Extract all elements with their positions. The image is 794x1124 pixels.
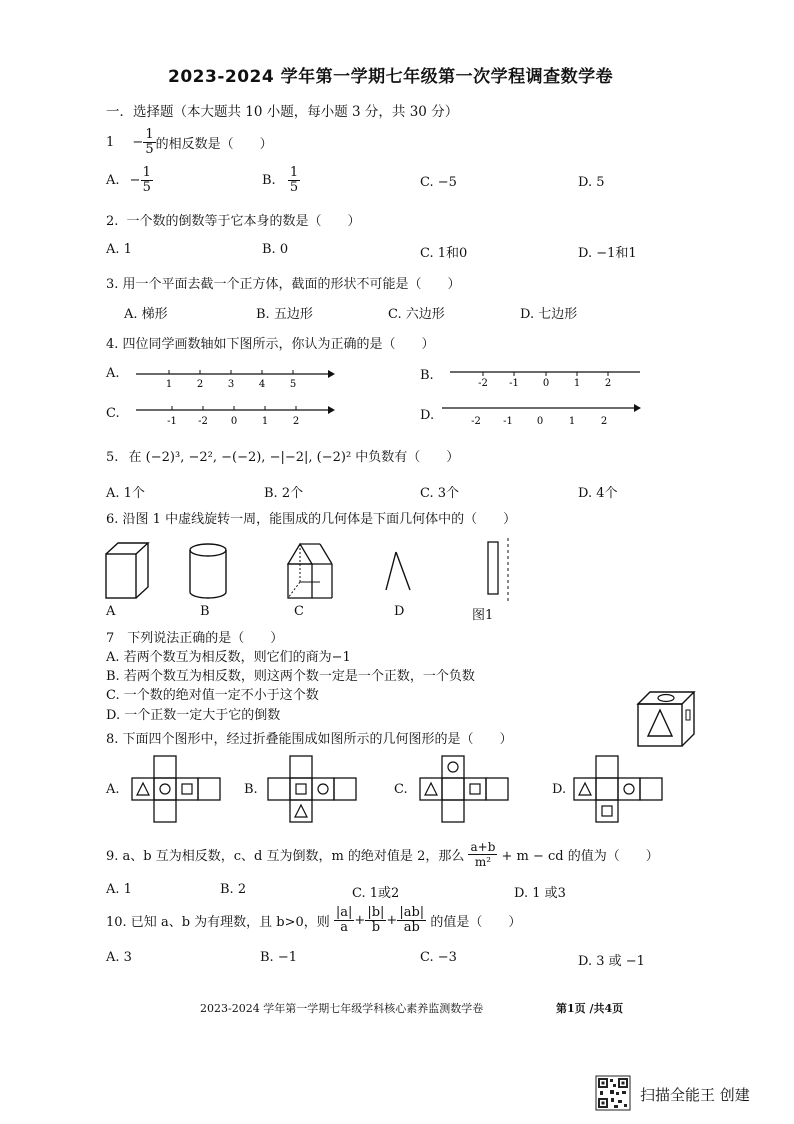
net-cell: [154, 778, 176, 800]
net-cell: [312, 778, 334, 800]
net-cell: [596, 800, 618, 822]
q10-f2-den: b: [371, 920, 381, 935]
q3-option-b[interactable]: B. 五边形: [256, 307, 313, 322]
q1-option-b[interactable]: [262, 166, 300, 195]
q7-option-b[interactable]: B. 若两个数互为相反数，则这两个数一定是一个正数，一个负数: [106, 669, 475, 684]
q4-c-tick-label: 1: [261, 416, 269, 427]
q5-option-c[interactable]: C. 3个: [420, 486, 460, 501]
q4-a-arrow: [328, 370, 335, 378]
q3-option-a[interactable]: A. 梯形: [124, 307, 168, 322]
cube-front-triangle: [648, 710, 672, 736]
footer-exam-name: 2023-2024 学年第一学期七年级学科核心素养监测数学卷: [200, 1002, 484, 1015]
q2-number: 2.: [106, 214, 119, 229]
scanner-watermark: 扫描全能王 创建: [640, 1086, 750, 1104]
cuboid-top: [106, 543, 148, 554]
q8-cube-figure: [636, 690, 698, 750]
q4-option-a[interactable]: A.: [106, 366, 120, 381]
q4-c-tick-label: -2: [198, 416, 208, 427]
q10-frac-1: [334, 906, 355, 935]
q4-b-tick-label: 1: [573, 378, 581, 389]
circle-symbol: [624, 784, 634, 794]
q9-option-d[interactable]: D. 1 或3: [514, 886, 566, 901]
qr-code-icon: [596, 1076, 630, 1110]
q2-option-a[interactable]: A. 1: [106, 242, 132, 257]
net-cell: [574, 778, 596, 800]
q5-option-b[interactable]: B. 2个: [264, 486, 304, 501]
q1-fraction: [143, 128, 155, 157]
triangle-symbol: [137, 783, 149, 795]
q6-prism-figure: [286, 542, 336, 602]
square-symbol: [602, 806, 612, 816]
q1-minus: −: [132, 135, 144, 150]
q3-option-c[interactable]: C. 六边形: [388, 307, 445, 322]
q10-plus-1: +: [354, 913, 366, 928]
net-cell: [618, 778, 640, 800]
q9-stem-b: + m − cd 的值为（ ）: [501, 849, 659, 864]
net-cell: [290, 756, 312, 778]
q1-frac-den: 5: [145, 142, 154, 157]
page-title: 2023-2024 学年第一学期七年级第一次学程调查数学卷: [168, 67, 614, 87]
question-5: [106, 446, 459, 465]
q9-option-c[interactable]: C. 1或2: [352, 886, 400, 901]
q1-a-num: 1: [142, 165, 151, 180]
q8-net-a: [130, 754, 226, 828]
cube-top-circle: [658, 695, 674, 702]
cube-top: [638, 692, 694, 704]
q5-number: 5.: [106, 450, 119, 465]
figure-1-rectangle: [488, 542, 498, 594]
net-cell: [290, 800, 312, 822]
d-figure-right: [396, 552, 410, 590]
question-2: [106, 210, 361, 229]
question-9: [106, 840, 659, 869]
q4-c-tick-label: 0: [230, 416, 238, 427]
q10-frac-2: [365, 906, 386, 935]
d-figure-left: [386, 552, 396, 590]
net-cell: [132, 778, 154, 800]
net-cell: [464, 778, 486, 800]
q6-label-b[interactable]: B: [200, 604, 210, 619]
q1-b-num: 1: [289, 165, 299, 180]
q8-option-d[interactable]: D.: [552, 782, 567, 797]
q4-c-arrow: [328, 406, 335, 414]
q6-label-d[interactable]: D: [394, 604, 405, 619]
net-cell: [640, 778, 662, 800]
circle-symbol: [318, 784, 328, 794]
net-cell: [442, 800, 464, 822]
q10-option-c[interactable]: C. −3: [420, 950, 457, 965]
q7-option-d[interactable]: D. 一个正数一定大于它的倒数: [106, 708, 281, 723]
q4-a-tick-label: 4: [258, 379, 266, 390]
q10-f1-num: |a|: [335, 905, 353, 920]
q4-b-tick-label: -1: [509, 378, 519, 389]
square-symbol: [182, 784, 192, 794]
q1-a-minus: −: [129, 173, 141, 188]
q2-option-d[interactable]: D. −1和1: [578, 246, 637, 261]
q4-a-tick-label: 1: [165, 379, 173, 390]
q4-option-b[interactable]: B.: [420, 368, 434, 383]
q6-figure-label: 图1: [472, 608, 494, 623]
q4-b-tick-label: 0: [542, 378, 550, 389]
net-cell: [596, 756, 618, 778]
net-cell: [442, 778, 464, 800]
q3-option-d[interactable]: D. 七边形: [520, 307, 578, 322]
q4-d-tick-label: -2: [471, 416, 481, 427]
q4-d-number-line: [442, 404, 642, 428]
q6-figure-1: [484, 538, 520, 608]
net-cell: [290, 778, 312, 800]
cylinder-top: [190, 544, 226, 556]
q6-cuboid-figure: [104, 540, 154, 602]
net-cell: [596, 778, 618, 800]
q4-a-tick-label: 5: [289, 379, 297, 390]
q8-option-a[interactable]: A.: [106, 782, 120, 797]
q4-b-number-line: [450, 368, 644, 390]
square-symbol: [296, 784, 306, 794]
question-3: 3. 用一个平面去截一个正方体，截面的形状不可能是（ ）: [106, 277, 461, 292]
question-8: 8. 下面四个图形中，经过折叠能围成如图所示的几何图形的是（ ）: [106, 732, 513, 747]
question-7: 7 下列说法正确的是（ ）: [106, 631, 284, 646]
cube-side-square: [686, 710, 690, 720]
net-cell: [442, 756, 464, 778]
q4-a-tick-label: 2: [196, 379, 204, 390]
question-4: 4. 四位同学画数轴如下图所示，你认为正确的是（ ）: [106, 337, 435, 352]
q8-option-b[interactable]: B.: [244, 782, 258, 797]
q4-d-tick-label: 0: [536, 416, 544, 427]
q9-stem-a: 9. a、b 互为相反数，c、d 互为倒数，m 的绝对值是 2，那么: [106, 849, 465, 864]
q6-cylinder-figure: [188, 542, 230, 602]
q1-b-fraction: [288, 166, 300, 195]
q10-f3-num: |ab|: [399, 905, 425, 920]
q1-a-den: 5: [142, 180, 151, 195]
triangle-symbol: [579, 783, 591, 795]
q9-frac-den: m²: [474, 855, 492, 869]
q1-number: 1: [106, 135, 115, 150]
q6-label-a[interactable]: A: [106, 604, 116, 619]
q10-stem-b: 的值是（ ）: [430, 915, 522, 930]
question-1: [106, 128, 273, 157]
q8-option-c[interactable]: C.: [394, 782, 408, 797]
q1-stem: 的相反数是（ ）: [155, 137, 273, 152]
q10-stem-a: 10. 已知 a、b 为有理数，且 b>0，则: [106, 915, 330, 930]
cylinder-bottom: [190, 592, 226, 598]
cuboid-side: [136, 543, 148, 598]
q10-f2-num: |b|: [367, 905, 385, 920]
q1-frac-num: 1: [145, 127, 154, 142]
triangle-symbol: [295, 805, 307, 817]
q4-a-tick-label: 3: [227, 379, 235, 390]
q10-f3-den: ab: [403, 920, 420, 935]
q9-option-b[interactable]: B. 2: [220, 882, 247, 897]
prism-hidden-edge: [288, 582, 300, 598]
net-cell: [420, 778, 442, 800]
circle-symbol: [448, 762, 458, 772]
q2-option-b[interactable]: B. 0: [262, 242, 289, 257]
q9-option-a[interactable]: A. 1: [106, 882, 132, 897]
net-cell: [486, 778, 508, 800]
q4-b-tick-label: 2: [604, 378, 612, 389]
q6-label-c[interactable]: C: [294, 604, 304, 619]
net-cell: [198, 778, 220, 800]
q5-option-a[interactable]: A. 1个: [106, 486, 145, 501]
q4-b-tick-label: -2: [478, 378, 488, 389]
q10-option-d[interactable]: D. 3 或 −1: [578, 954, 645, 969]
net-cell: [154, 800, 176, 822]
q4-d-arrow: [634, 404, 641, 412]
q10-f1-den: a: [340, 920, 349, 935]
net-cell: [268, 778, 290, 800]
q4-c-tick-label: -1: [167, 416, 177, 427]
cube-side: [682, 692, 694, 746]
q2-option-c[interactable]: C. 1和0: [420, 246, 468, 261]
net-cell: [176, 778, 198, 800]
q10-frac-3: [397, 906, 426, 935]
q4-option-c[interactable]: C.: [106, 406, 120, 421]
triangle-symbol: [425, 783, 437, 795]
square-symbol: [470, 784, 480, 794]
q7-option-a[interactable]: A. 若两个数互为相反数，则它们的商为−1: [106, 650, 351, 665]
q10-plus-2: +: [386, 913, 398, 928]
q8-net-d: [572, 754, 672, 834]
circle-symbol: [160, 784, 170, 794]
q4-d-tick-label: 2: [600, 416, 608, 427]
question-6: 6. 沿图 1 中虚线旋转一周，能围成的几何体是下面几何体中的（ ）: [106, 512, 517, 527]
q1-option-c[interactable]: C. −5: [420, 175, 457, 190]
section-header: 一．选择题（本大题共 10 小题，每小题 3 分，共 30 分）: [106, 104, 459, 120]
net-cell: [154, 756, 176, 778]
q9-frac-num: a+b: [470, 840, 496, 854]
q4-d-tick-label: -1: [503, 416, 513, 427]
q4-a-number-line: [136, 368, 336, 390]
q1-option-d[interactable]: D. 5: [578, 175, 605, 190]
q8-net-c: [418, 754, 514, 828]
q4-c-tick-label: 2: [292, 416, 300, 427]
q5-stem: 在 (−2)³, −2², −(−2), −|−2|, (−2)² 中负数有（ ）: [128, 450, 460, 465]
q10-option-b[interactable]: B. −1: [260, 950, 297, 965]
q7-option-c[interactable]: C. 一个数的绝对值一定不小于这个数: [106, 688, 319, 703]
q2-stem: 一个数的倒数等于它本身的数是（ ）: [126, 214, 361, 229]
q1-option-a[interactable]: [106, 166, 153, 195]
question-10: [106, 906, 521, 935]
cuboid-front: [106, 554, 136, 598]
q4-option-d[interactable]: D.: [420, 408, 435, 423]
q1-b-label: B.: [262, 173, 276, 188]
q6-d-figure: [384, 550, 424, 596]
q4-d-tick-label: 1: [568, 416, 576, 427]
footer-page-number: 第1页 /共4页: [556, 1002, 624, 1015]
q8-net-b: [266, 754, 362, 828]
q5-option-d[interactable]: D. 4个: [578, 486, 618, 501]
q9-fraction: [468, 840, 497, 869]
net-cell: [334, 778, 356, 800]
q4-c-number-line: [136, 404, 336, 426]
q1-b-den: 5: [289, 180, 299, 195]
q1-a-fraction: [141, 166, 153, 195]
q10-option-a[interactable]: A. 3: [106, 950, 132, 965]
prism-back-edge: [320, 544, 332, 564]
q1-a-label: A.: [106, 173, 120, 188]
